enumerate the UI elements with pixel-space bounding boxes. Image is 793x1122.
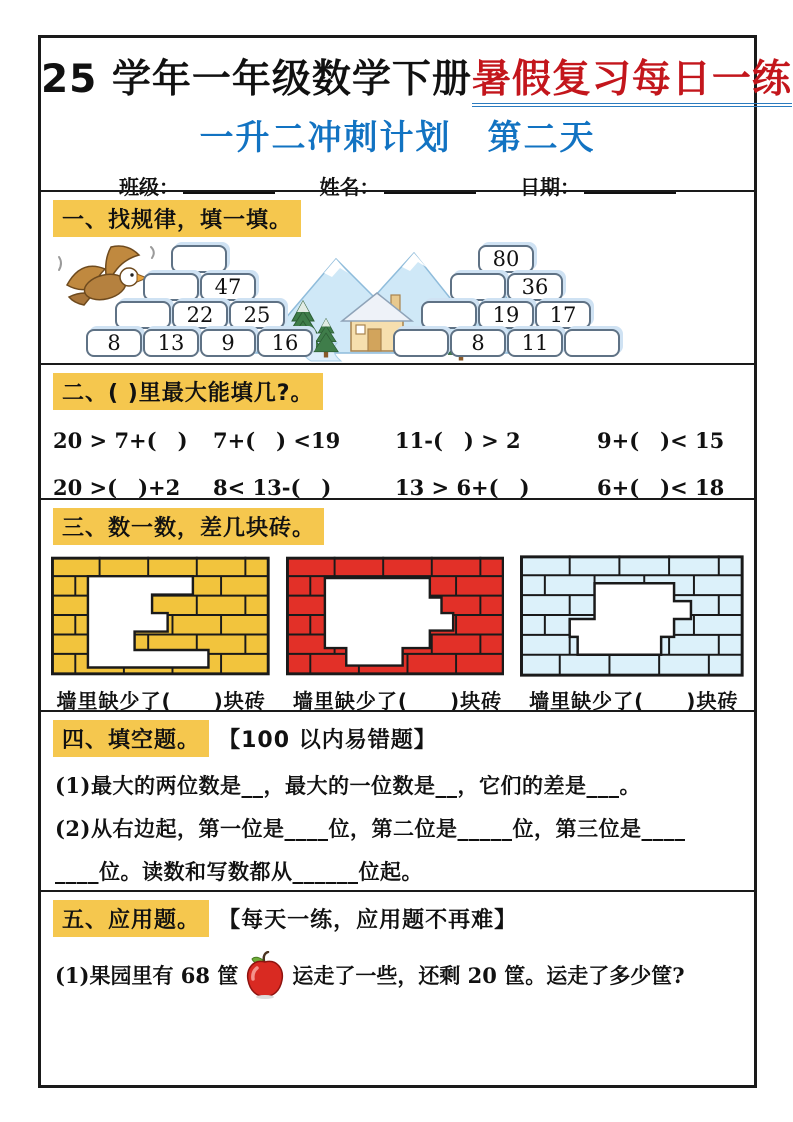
brick: 22: [172, 301, 228, 329]
section-5-tag: 【每天一练，应用题不再难】: [218, 908, 518, 933]
class-label: 班级：: [119, 175, 179, 199]
page-title-red: 暑假复习每日一练: [472, 57, 792, 107]
word-problem-before: (1)果园里有 68 筐: [55, 963, 239, 988]
pyramid-illustration: [41, 237, 754, 369]
worksheet-header: [41, 38, 792, 199]
wall-caption: 墙里缺少了( )块砖: [292, 689, 503, 713]
section-2-inequalities: [41, 363, 754, 498]
brick: 16: [257, 329, 313, 357]
brick: 8: [86, 329, 142, 357]
brick: 47: [200, 273, 256, 301]
brick: 80: [478, 245, 534, 273]
section-4-tag: 【100 以内易错题】: [218, 728, 437, 753]
inequality-grid: [41, 425, 754, 502]
wall-caption: 墙里缺少了( )块砖: [56, 689, 266, 713]
section-3-heading: 三、数一数，差几块砖。: [53, 508, 324, 545]
brick: 8: [450, 329, 506, 357]
date-label: 日期：: [520, 175, 580, 199]
brick-wall-red: [286, 555, 505, 677]
inequality: 20 > 7+( ): [53, 428, 188, 453]
inequality: 11-( ) > 2: [395, 428, 521, 453]
brick: 17: [535, 301, 591, 329]
name-label: 姓名：: [319, 175, 380, 199]
word-problem-after: 运走了一些，还剩 20 筐。运走了多少筐?: [292, 963, 685, 988]
section-2-heading: 二、( )里最大能填几?。: [53, 373, 323, 410]
walls-row: [41, 555, 754, 677]
section-1-pattern: [41, 190, 754, 363]
section-5-word-problem: [41, 890, 754, 1085]
section-1-heading: 一、找规律，填一填。: [53, 200, 301, 237]
inequality: 7+( ) <19: [213, 428, 341, 453]
brick: [143, 273, 199, 301]
inequality: 13 > 6+( ): [395, 475, 530, 500]
inequality: 20 >( )+2: [53, 475, 181, 500]
brick: 19: [478, 301, 534, 329]
eagle-icon: [59, 246, 154, 305]
section-5-heading: 五、应用题。: [53, 900, 209, 937]
fill-blank-line-3: ____位。读数和写数都从______位起。: [55, 859, 423, 884]
page-title: [41, 48, 792, 104]
fill-blank-line-2: (2)从右边起，第一位是____位，第二位是_____位，第三位是____: [55, 816, 686, 841]
brick: [171, 245, 227, 273]
apple-icon: [244, 951, 286, 999]
section-3-brick-walls: [41, 498, 754, 713]
page-subtitle: 一升二冲刺计划 第二天: [199, 118, 596, 158]
section-4-heading: 四、填空题。: [53, 720, 209, 757]
worksheet-page: [38, 35, 792, 1088]
brick: 25: [229, 301, 285, 329]
brick: [564, 329, 620, 357]
brick: 11: [507, 329, 563, 357]
brick-wall-blue: [520, 555, 744, 677]
brick: [421, 301, 477, 329]
brick: 13: [143, 329, 199, 357]
word-problem-line: [41, 951, 754, 999]
inequality: 9+( )< 15: [597, 428, 725, 453]
brick: [115, 301, 171, 329]
brick: [393, 329, 449, 357]
brick: 9: [200, 329, 256, 357]
page-title-black: 25 学年一年级数学下册: [41, 57, 472, 102]
inequality: 8< 13-( ): [213, 475, 332, 500]
brick: 36: [507, 273, 563, 301]
wall-caption: 墙里缺少了( )块砖: [529, 689, 739, 713]
fill-blank-line-1: (1)最大的两位数是__，最大的一位数是__，它们的差是___。: [55, 773, 641, 798]
brick-wall-yellow: [51, 555, 270, 677]
section-4-fill-blanks: [41, 710, 754, 890]
brick: [450, 273, 506, 301]
inequality: 6+( )< 18: [597, 475, 725, 500]
